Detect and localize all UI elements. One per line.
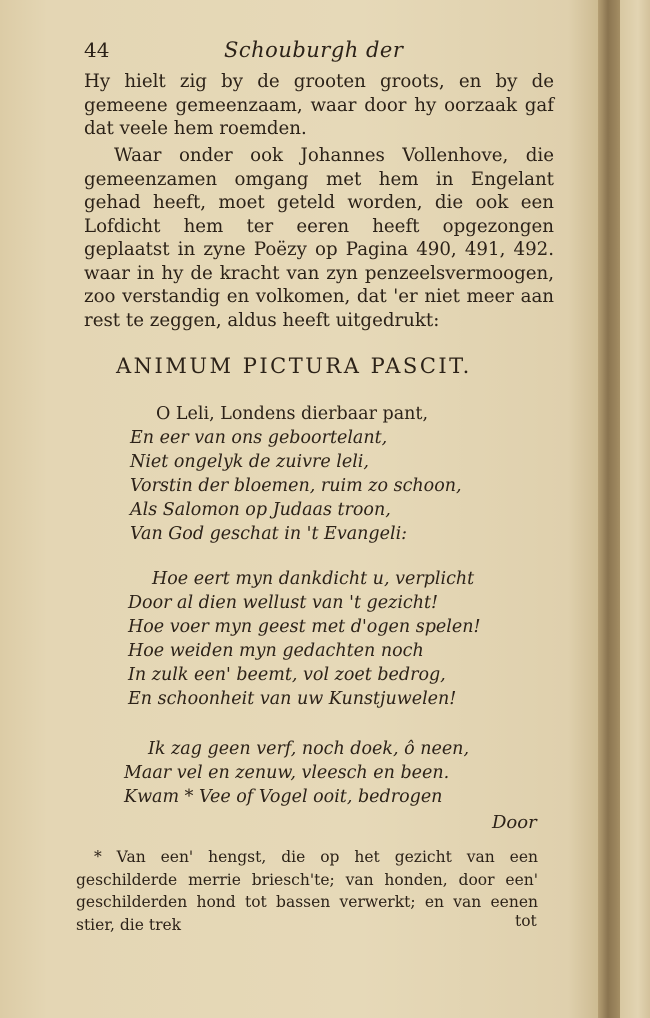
catchword: Door bbox=[492, 812, 537, 833]
poem-line: Hoe weiden myn gedachten noch bbox=[128, 641, 424, 661]
poem-line: Hoe voer myn geest met d'ogen spelen! bbox=[128, 617, 481, 637]
poem-title: ANIMUM PICTURA PASCIT. bbox=[116, 354, 472, 378]
book-gutter bbox=[598, 0, 620, 1018]
poem-line: Niet ongelyk de zuivre leli, bbox=[130, 452, 369, 472]
running-head: Schouburgh der bbox=[224, 38, 404, 62]
page-header bbox=[84, 38, 554, 68]
poem-line: En schoonheit van uw Kunstjuwelen! bbox=[128, 689, 457, 709]
poem-line: Vorstin der bloemen, ruim zo schoon, bbox=[130, 476, 462, 496]
page-edge bbox=[620, 0, 650, 1018]
poem-line: Ik zag geen verf, noch doek, ô neen, bbox=[148, 739, 470, 759]
paragraph: Hy hielt zig by de grooten groots, en by de gemeene gemeenzaam, waar door hy oorzaak gaf dat veele hem roemden. bbox=[84, 71, 554, 139]
poem-line: In zulk een' beemt, vol zoet bedrog, bbox=[128, 665, 446, 685]
poem-line: En eer van ons geboortelant, bbox=[130, 428, 388, 448]
poem-line: Hoe eert myn dankdicht u, verplicht bbox=[152, 569, 475, 589]
footnote: * Van een' hengst, die op het gezicht van een geschilderde merrie briesch'te; van honden, door een' geschilderden hond tot bassen verwerkt; en van eenen stier, die trek bbox=[76, 848, 538, 934]
footnote-catchword: tot bbox=[515, 912, 537, 930]
poem-line: Door al dien wellust van 't gezicht! bbox=[128, 593, 439, 613]
poem-line: O Leli, Londens dierbaar pant, bbox=[156, 404, 429, 424]
poem-line: Van God geschat in 't Evangeli: bbox=[130, 524, 408, 544]
paragraph: Waar onder ook Johannes Vollenhove, die gemeenzamen omgang met hem in Engelant gehad heeft, moet geteld worden, die ook een Lofdicht hem ter eeren heeft opgezongen geplaatst in zyne Poëzy op Pagina 490, 491, 492. waar in hy de kracht van zyn penzeelsvermoogen, zoo verstandig en volkomen, dat 'er niet meer aan rest te zeggen, aldus heeft uitgedrukt: bbox=[84, 145, 554, 331]
poem-line: Maar vel en zenuw, vleesch en been. bbox=[124, 763, 450, 783]
poem-line: Als Salomon op Judaas troon, bbox=[130, 500, 391, 520]
poem-line: Kwam * Vee of Vogel ooit, bedrogen bbox=[124, 787, 443, 807]
page-number: 44 bbox=[84, 38, 110, 62]
